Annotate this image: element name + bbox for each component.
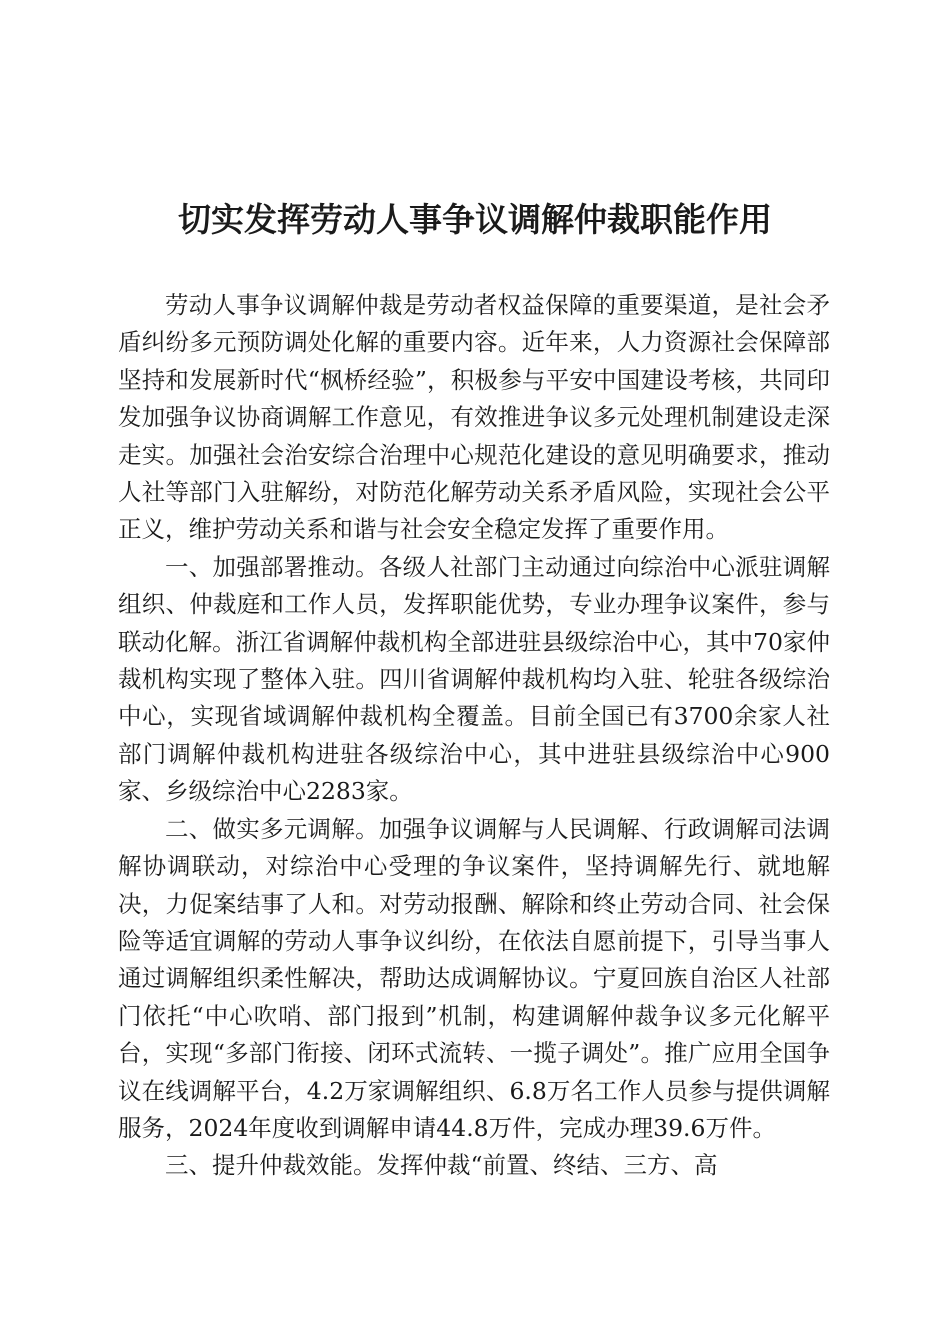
paragraph-intro: 劳动人事争议调解仲裁是劳动者权益保障的重要渠道，是社会矛盾纠纷多元预防调处化解的重要内容。近年来，人力资源社会保障部坚持和发展新时代“枫桥经验”，积极参与平安中国建设考核，共同印发加强争议协商调解工作意见，有效推进争议多元处理机制建设走深走实。加强社会治安综合治理中心规范化建设的意见明确要求，推动人社等部门入驻解纷，对防范化解劳动关系矛盾风险，实现社会公平正义，维护劳动关系和谐与社会安全稳定发挥了重要作用。 <box>118 291 830 544</box>
document-body <box>118 287 830 1185</box>
paragraph-section-3: 三、提升仲裁效能。发挥仲裁“前置、终结、三方、高 <box>165 1151 718 1180</box>
paragraph-section-1: 一、加强部署推动。各级人社部门主动通过向综治中心派驻调解组织、仲裁庭和工作人员，发挥职能优势，专业办理争议案件，参与联动化解。浙江省调解仲裁机构全部进驻县级综治中心，其中70家仲裁机构实现了整体入驻。四川省调解仲裁机构均入驻、轮驻各级综治中心，实现省域调解仲裁机构全覆盖。目前全国已有3700余家人社部门调解仲裁机构进驻各级综治中心，其中进驻县级综治中心900家、乡级综治中心2283家。 <box>118 552 830 806</box>
document-title: 切实发挥劳动人事争议调解仲裁职能作用 <box>178 200 772 239</box>
paragraph-section-2: 二、做实多元调解。加强争议调解与人民调解、行政调解司法调解协调联动，对综治中心受理的争议案件，坚持调解先行、就地解决，力促案结事了人和。对劳动报酬、解除和终止劳动合同、社会保险等适宜调解的劳动人事争议纠纷，在依法自愿前提下，引导当事人通过调解组织柔性解决，帮助达成调解协议。宁夏回族自治区人社部门依托“中心吹哨、部门报到”机制，构建调解仲裁争议多元化解平台，实现“多部门衔接、闭环式流转、一揽子调处”。推广应用全国争议在线调解平台，4.2万家调解组织、6.8万名工作人员参与提供调解服务，2024年度收到调解申请44.8万件，完成办理39.6万件。 <box>118 814 830 1142</box>
